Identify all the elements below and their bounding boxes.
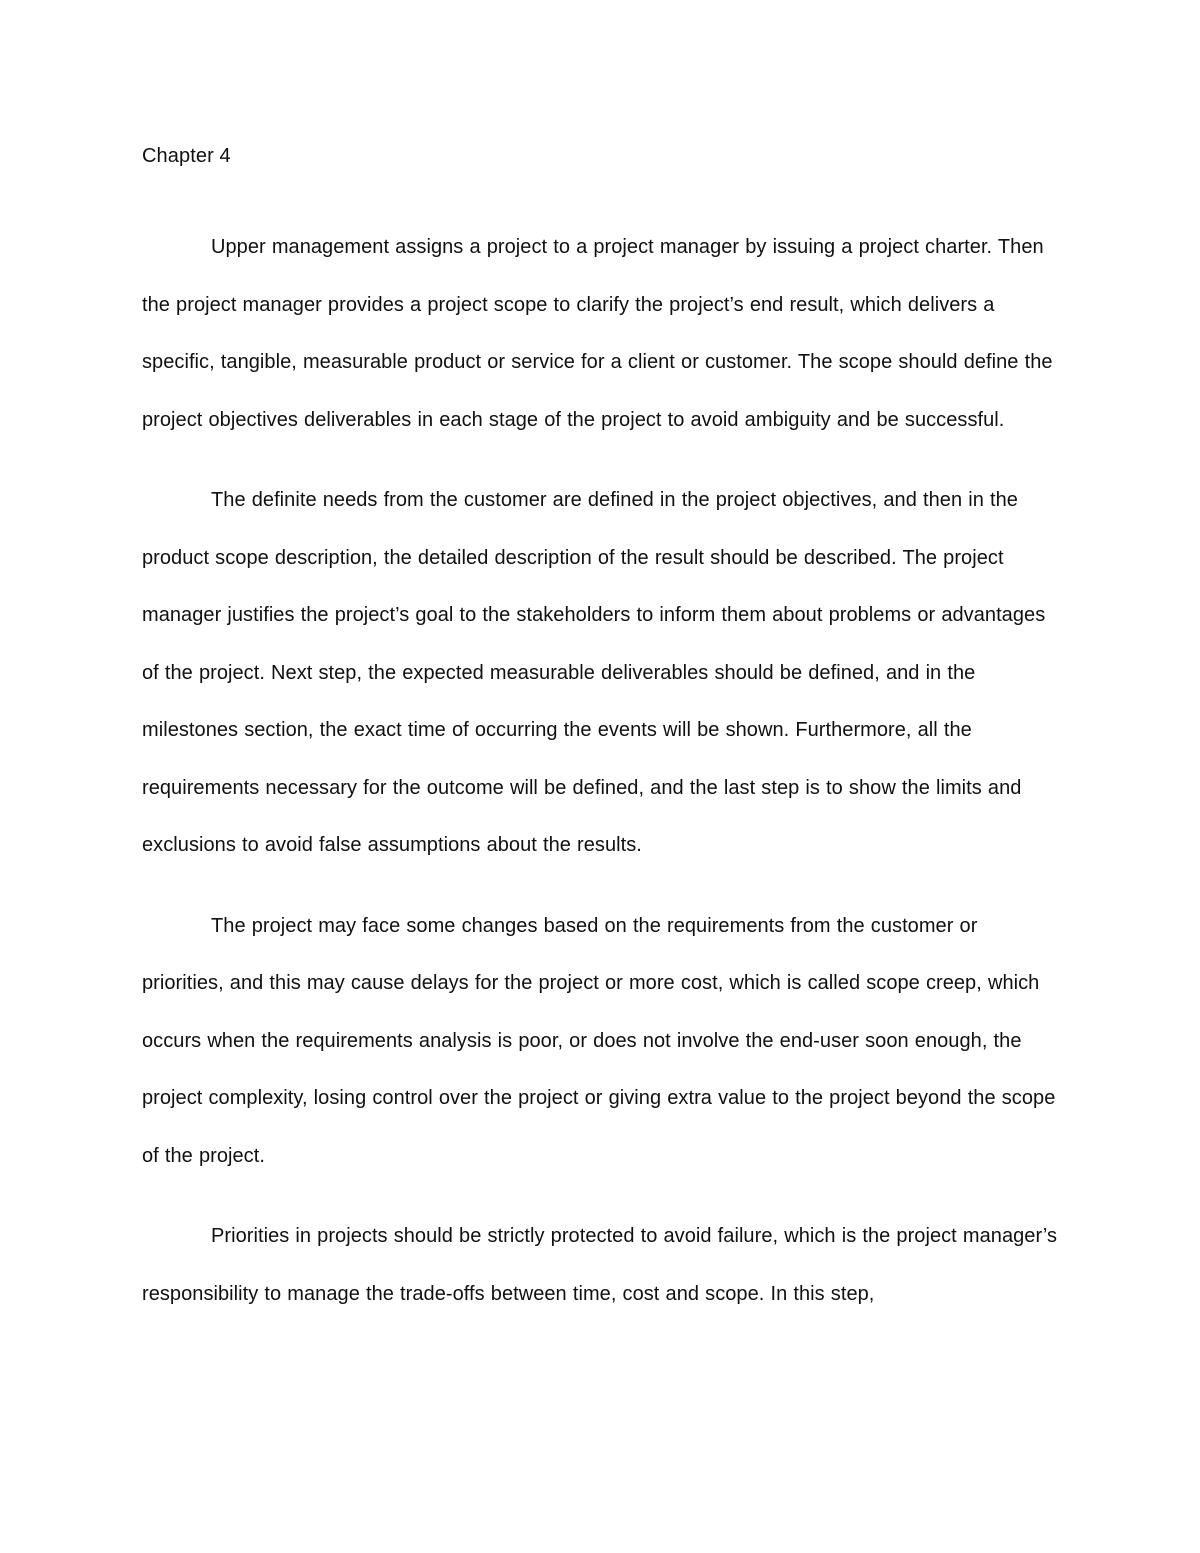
paragraph-2: The definite needs from the customer are defined in the project objectives, and then in the product scope description, the detailed description of the result should be described. The project manager justifies the project’s goal to the stakeholders to inform them about problems or advantages of the project. Next step, the expected measurable deliverables should be defined, and in the milestones section, the exact time of occurring the events will be shown. Furthermore, all the requirements necessary for the outcome will be defined, and the last step is to show the limits and exclusions to avoid false assumptions about the results.	[142, 489, 1046, 856]
paragraph-1: Upper management assigns a project to a project manager by issuing a project charter. Then the project manager provides a project scope to clarify the project’s end result, which delivers a specific, tangible, measurable product or service for a client or customer. The scope should define the project objectives deliverables in each stage of the project to avoid ambiguity and be successful.	[142, 236, 1053, 431]
chapter-title: Chapter 4	[142, 145, 231, 167]
paragraph-4: Priorities in projects should be strictly protected to avoid failure, which is the project manager’s responsibility to manage the trade-offs between time, cost and scope. In this step,	[142, 1225, 1058, 1305]
document-body	[142, 138, 1062, 1323]
paragraph-3: The project may face some changes based on the requirements from the customer or priorities, and this may cause delays for the project or more cost, which is called scope creep, which occurs when the requirements analysis is poor, or does not involve the end-user soon enough, the project complexity, losing control over the project or giving extra value to the project beyond the scope of the project.	[142, 914, 1056, 1167]
